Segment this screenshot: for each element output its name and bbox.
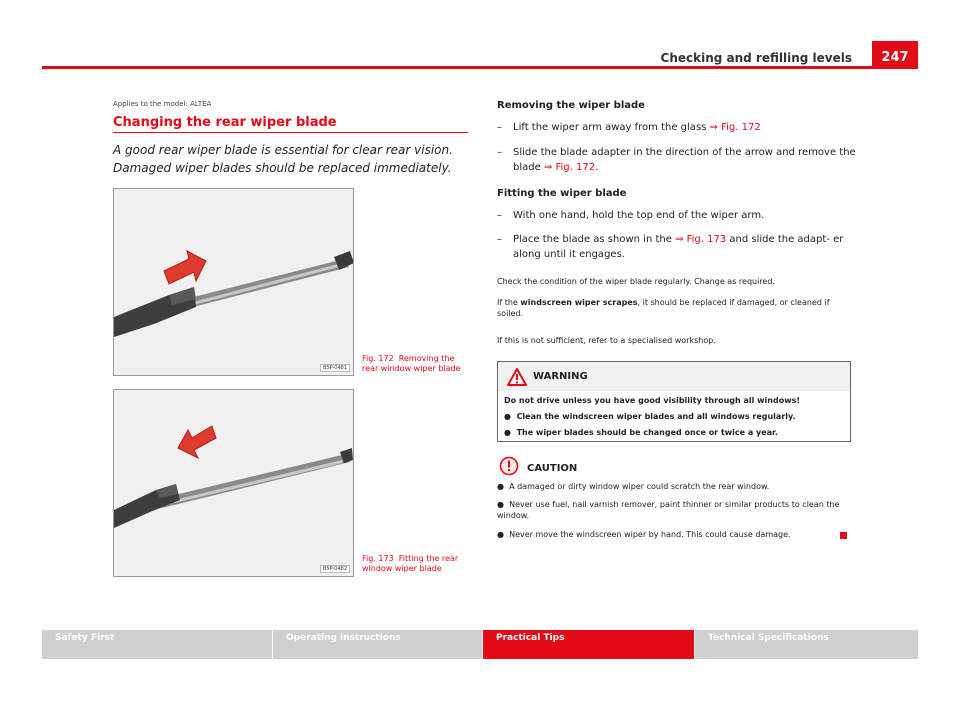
warning-bullet xyxy=(504,428,778,437)
fitting-step xyxy=(497,232,867,262)
step-text: With one hand, hold the top end of the wiper arm. xyxy=(513,210,765,221)
page-number: 247 xyxy=(872,41,918,67)
step-dash: – xyxy=(497,210,502,221)
step-text: Place the blade as shown in the xyxy=(513,234,676,245)
footer-tab-practical-tips[interactable]: Practical Tips xyxy=(483,630,694,659)
figure-173-caption xyxy=(362,554,470,574)
bullet-text: The wiper blades should be changed once or twice a year. xyxy=(516,428,778,437)
figure-173-image xyxy=(113,389,354,577)
step-text: Slide the blade adapter in the direction of the arrow and remove the blade xyxy=(513,147,856,173)
bullet-icon: ● xyxy=(497,500,504,509)
step-dash: – xyxy=(497,122,502,133)
figure-172-image xyxy=(113,188,354,376)
bullet-text: A damaged or dirty window wiper could scratch the rear window. xyxy=(509,482,770,491)
fitting-step xyxy=(497,208,867,223)
step-dash: – xyxy=(497,147,502,158)
figure-reference-link[interactable]: ⇒ Fig. 172 xyxy=(543,162,596,173)
caption-number: Fig. 173 xyxy=(362,554,394,563)
step-tail: . xyxy=(595,162,599,173)
bullet-text: Never use fuel, nail varnish remover, paint thinner or similar products to clean the window. xyxy=(497,500,840,520)
step-text: Lift the wiper arm away from the glass xyxy=(513,122,710,133)
bullet-text: Never move the windscreen wiper by hand. This could cause damage. xyxy=(509,530,791,539)
caution-exclamation-icon xyxy=(499,456,519,476)
bullet-icon: ● xyxy=(504,412,511,421)
step-dash: – xyxy=(497,234,502,245)
section-end-marker xyxy=(840,532,847,539)
warning-box xyxy=(497,361,851,442)
note-wiper-scrapes xyxy=(497,297,857,319)
footer-tab-safety-first[interactable]: Safety First xyxy=(42,630,272,659)
note-check-condition: Check the condition of the wiper blade regularly. Change as required. xyxy=(497,277,775,286)
caption-text: Fitting the rear window wiper blade xyxy=(362,554,459,573)
figure-172-caption xyxy=(362,354,470,374)
header-rule xyxy=(42,66,918,69)
figure-code: B5P-0481 xyxy=(320,364,350,372)
footer-tab-operating-instructions[interactable]: Operating instructions xyxy=(273,630,482,659)
caution-bullet xyxy=(497,499,857,521)
figure-reference-link[interactable]: ⇒ Fig. 173 xyxy=(675,234,727,245)
caution-title: CAUTION xyxy=(527,463,578,474)
warning-lead: Do not drive unless you have good visibility through all windows! xyxy=(504,396,800,405)
note-workshop: If this is not sufficient, refer to a specialised workshop. xyxy=(497,336,716,345)
section-title: Changing the rear wiper blade xyxy=(113,115,337,130)
section-title-rule xyxy=(113,132,468,133)
removing-step xyxy=(497,145,867,175)
removing-step xyxy=(497,120,867,135)
bullet-icon: ● xyxy=(497,530,504,539)
warning-triangle-icon xyxy=(507,368,527,386)
warning-title: WARNING xyxy=(533,371,588,382)
warning-bullet xyxy=(504,412,796,421)
intro-paragraph: A good rear wiper blade is essential for clear rear vision. Damaged wiper blades should be replaced immediately. xyxy=(113,143,453,175)
figure-reference-link[interactable]: ⇒ Fig. 172 xyxy=(709,122,761,133)
bullet-icon: ● xyxy=(497,482,504,491)
wiper-removal-illustration xyxy=(114,189,353,375)
note-text: If the xyxy=(497,298,521,307)
caption-number: Fig. 172 xyxy=(362,354,394,363)
caution-bullet xyxy=(497,529,857,540)
bullet-icon: ● xyxy=(504,428,511,437)
note-emphasis: windscreen wiper scrapes xyxy=(520,298,638,307)
running-header-title: Checking and refilling levels xyxy=(660,51,852,65)
caption-text: Removing the rear window wiper blade xyxy=(362,354,461,373)
bullet-text: Clean the windscreen wiper blades and all windows regularly. xyxy=(516,412,796,421)
note-text: , it should be replaced if damaged, or cleaned if soiled. xyxy=(497,298,830,318)
removing-heading: Removing the wiper blade xyxy=(497,100,645,111)
caution-bullet xyxy=(497,481,857,492)
fitting-heading: Fitting the wiper blade xyxy=(497,188,627,199)
step-tail: and slide the adapt- er along until it engages. xyxy=(513,234,844,260)
footer-tab-technical-specifications[interactable]: Technical Specifications xyxy=(695,630,918,659)
applies-to-note: Applies to the model: ALTEA xyxy=(113,100,212,108)
figure-code: B5P-0482 xyxy=(320,565,350,573)
wiper-fitting-illustration xyxy=(114,390,353,576)
warning-header xyxy=(498,362,850,391)
